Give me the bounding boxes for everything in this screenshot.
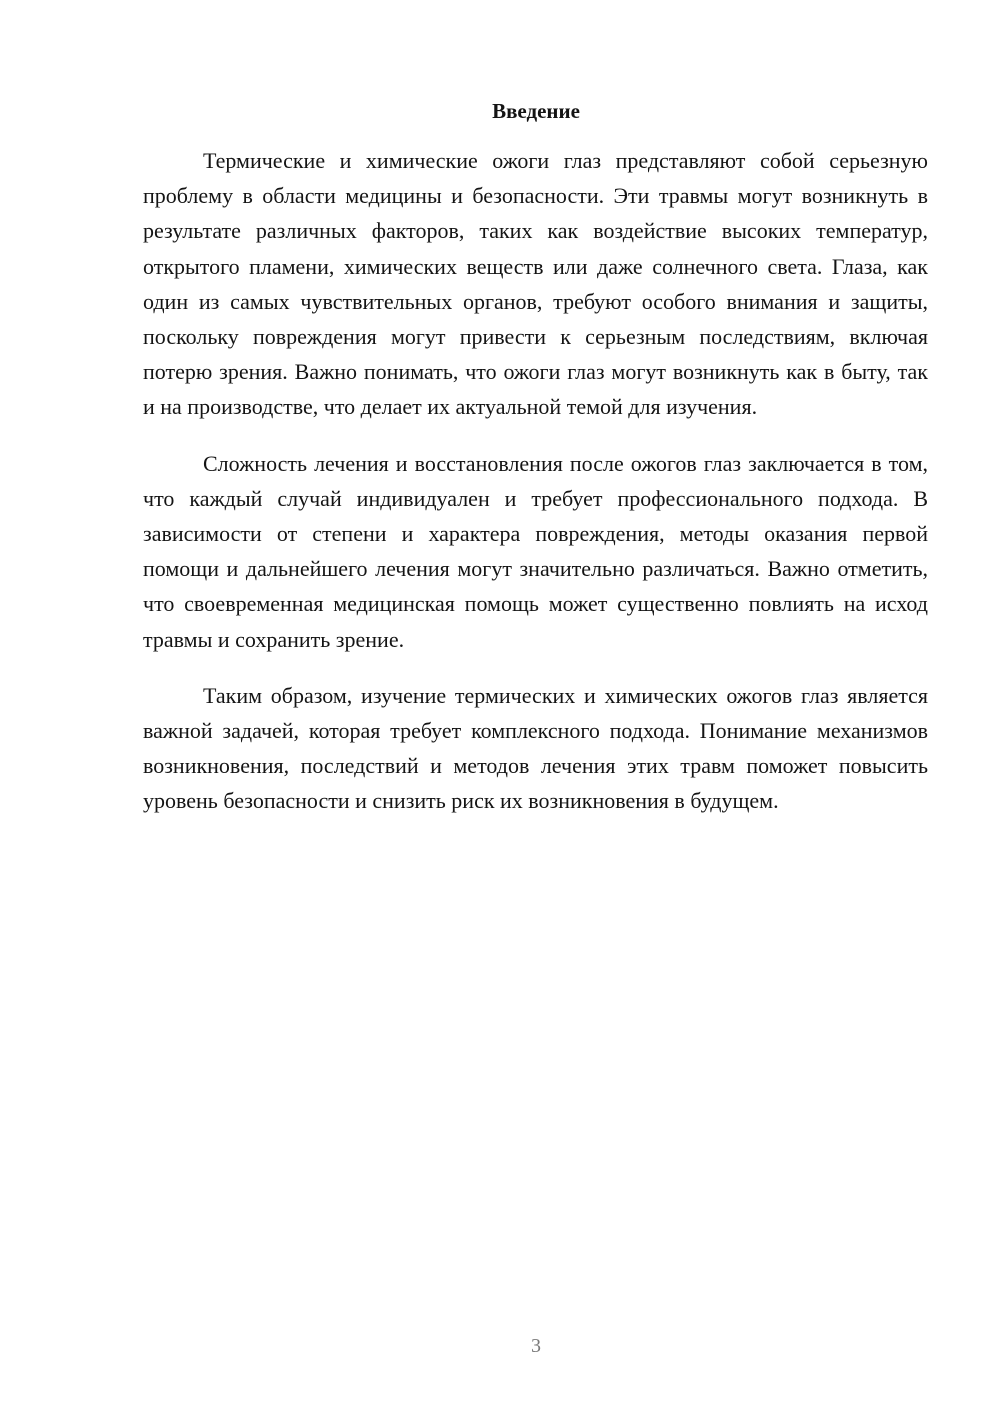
paragraph-1: Термические и химические ожоги глаз представляют собой серьезную проблему в области медицины и безопасности. Эти травмы могут возникнуть в результате различных факторов, таких как воздействие высоких температур, открытого пламени, химических веществ или даже солнечного света. Глаза, как один из самых чувствительных органов, требуют особого внимания и защиты, поскольку повреждения могут привести к серьезным последствиям, включая потерю зрения. Важно понимать, что ожоги глаз могут возникнуть как в быту, так и на производстве, что делает их актуальной темой для изучения. bbox=[143, 148, 928, 420]
paragraph-2: Сложность лечения и восстановления после ожогов глаз заключается в том, что каждый случай индивидуален и требует профессионального подхода. В зависимости от степени и характера повреждения, методы оказания первой помощи и дальнейшего лечения могут значительно различаться. Важно отметить, что своевременная медицинская помощь может существенно повлиять на исход травмы и сохранить зрение. bbox=[143, 450, 928, 652]
body-text bbox=[143, 143, 928, 840]
page-number: 3 bbox=[531, 1335, 541, 1357]
section-title: Введение bbox=[492, 99, 580, 123]
paragraph-3: Таким образом, изучение термических и химических ожогов глаз является важной задачей, которая требует комплексного подхода. Понимание механизмов возникновения, последствий и методов лечения этих травм поможет повысить уровень безопасности и снизить риск их возникновения в будущем. bbox=[143, 682, 928, 814]
